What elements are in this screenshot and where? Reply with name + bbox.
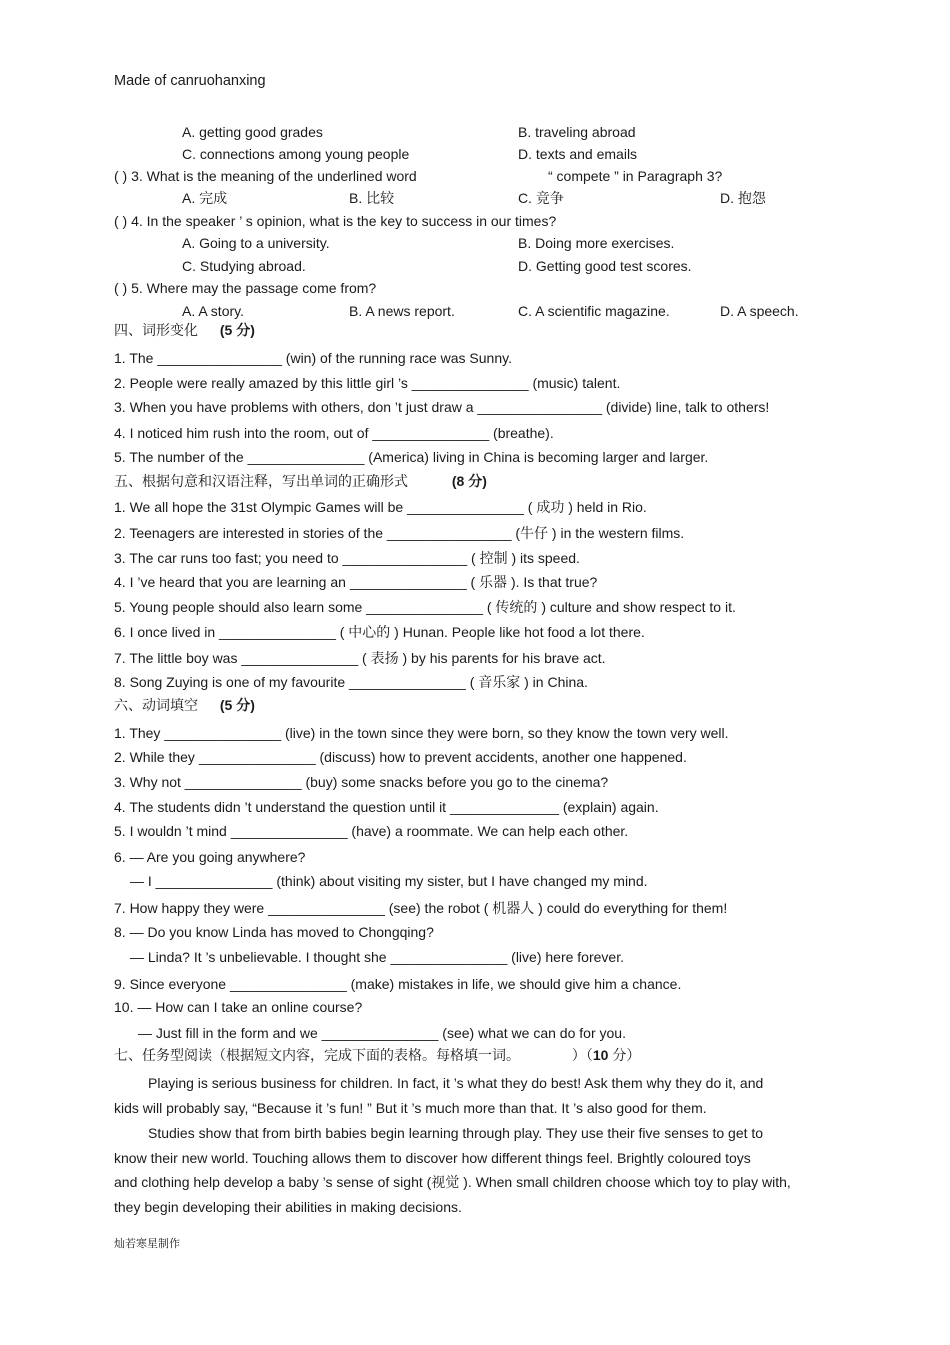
q3-underlined-word: “ compete ” in Paragraph 3? xyxy=(548,168,723,184)
page-header: Made of canruohanxing xyxy=(114,73,266,89)
section-6-score: (5 分) xyxy=(219,697,255,713)
section-5-heading: 五、根据句意和汉语注释，写出单词的正确形式 xyxy=(114,473,408,489)
q2-option-a: A. getting good grades xyxy=(182,124,323,140)
sec5-item-5: 5. Young people should also learn some _______________ ( 传统的 ) culture and show respect to it. xyxy=(114,599,736,615)
passage-p2-line4: they begin developing their abilities in making decisions. xyxy=(114,1199,462,1215)
section-7-score-close: 分） xyxy=(612,1047,641,1063)
sec6-item-1: 1. They _______________ (live) in the town since they were born, so they know the town very well. xyxy=(114,725,729,741)
page-footer: 灿若寒星制作 xyxy=(114,1238,180,1250)
sec6-item-8-reply: — Linda? It ’s unbelievable. I thought she _______________ (live) here forever. xyxy=(130,949,624,965)
q5-option-b: B. A news report. xyxy=(349,303,455,319)
sec4-item-3: 3. When you have problems with others, don ’t just draw a ________________ (divide) line, talk to others! xyxy=(114,399,770,415)
passage-p1-line2: kids will probably say, “Because it ’s fun! ” But it ’s much more than that. It ’s also good for them. xyxy=(114,1100,707,1116)
section-4-score: (5 分) xyxy=(219,322,255,338)
sec5-item-2: 2. Teenagers are interested in stories of the ________________ (牛仔 ) in the western films. xyxy=(114,525,685,541)
sec4-item-4: 4. I noticed him rush into the room, out of _______________ (breathe). xyxy=(114,425,554,441)
q4-question: ( ) 4. In the speaker ’ s opinion, what is the key to success in our times? xyxy=(114,213,557,229)
section-7-title xyxy=(114,1046,640,1064)
sec6-item-2: 2. While they _______________ (discuss) how to prevent accidents, another one happened. xyxy=(114,749,687,765)
section-7-heading: 七、任务型阅读（根据短文内容，完成下面的表格。每格填一词。 xyxy=(114,1047,520,1063)
sec6-item-5: 5. I wouldn ’t mind _______________ (have) a roommate. We can help each other. xyxy=(114,823,629,839)
q2-option-b: B. traveling abroad xyxy=(518,124,636,140)
section-4-heading: 四、词形变化 xyxy=(114,322,198,338)
q4-option-a: A. Going to a university. xyxy=(182,235,330,251)
q3-question: ( ) 3. What is the meaning of the underlined word xyxy=(114,168,417,184)
q4-option-c: C. Studying abroad. xyxy=(182,258,306,274)
sec6-item-8: 8. — Do you know Linda has moved to Chongqing? xyxy=(114,924,434,940)
section-6-title xyxy=(114,696,255,714)
sec6-item-7: 7. How happy they were _______________ (see) the robot ( 机器人 ) could do everything for them! xyxy=(114,900,728,916)
sec5-item-3: 3. The car runs too fast; you need to ________________ ( 控制 ) its speed. xyxy=(114,550,580,566)
q2-option-d: D. texts and emails xyxy=(518,146,638,162)
sec4-item-1: 1. The ________________ (win) of the running race was Sunny. xyxy=(114,350,512,366)
sec6-item-3: 3. Why not _______________ (buy) some snacks before you go to the cinema? xyxy=(114,774,609,790)
q2-option-c: C. connections among young people xyxy=(182,146,410,162)
sec5-item-4: 4. I ’ve heard that you are learning an _______________ ( 乐器 ). Is that true? xyxy=(114,574,598,590)
passage-p2-line3: and clothing help develop a baby ’s sense of sight (视觉 ). When small children choose which toy to play with, xyxy=(114,1174,791,1190)
section-4-title xyxy=(114,321,255,339)
q3-option-b: B. 比较 xyxy=(349,190,395,206)
q3-option-d: D. 抱怨 xyxy=(720,190,766,206)
q5-option-c: C. A scientific magazine. xyxy=(518,303,670,319)
q3-option-a: A. 完成 xyxy=(182,190,228,206)
section-5-score: (8 分) xyxy=(451,473,487,489)
sec4-item-2: 2. People were really amazed by this little girl ’s _______________ (music) talent. xyxy=(114,375,621,391)
q5-option-a: A. A story. xyxy=(182,303,244,319)
sec6-item-10-reply: — Just fill in the form and we _______________ (see) what we can do for you. xyxy=(138,1025,626,1041)
q4-option-d: D. Getting good test scores. xyxy=(518,258,692,274)
sec6-item-4: 4. The students didn ’t understand the question until it ______________ (explain) again. xyxy=(114,799,659,815)
q3-option-c: C. 竞争 xyxy=(518,190,564,206)
q4-option-b: B. Doing more exercises. xyxy=(518,235,675,251)
passage-p2-line2: know their new world. Touching allows them to discover how different things feel. Brightly coloured toys xyxy=(114,1150,751,1166)
sec5-item-1: 1. We all hope the 31st Olympic Games will be _______________ ( 成功 ) held in Rio. xyxy=(114,499,647,515)
sec6-item-6: 6. — Are you going anywhere? xyxy=(114,849,306,865)
q5-question: ( ) 5. Where may the passage come from? xyxy=(114,280,377,296)
q5-option-d: D. A speech. xyxy=(720,303,799,319)
sec5-item-7: 7. The little boy was _______________ ( 表扬 ) by his parents for his brave act. xyxy=(114,650,606,666)
section-7-score: 10 xyxy=(592,1047,609,1063)
passage-p1-line1: Playing is serious business for children. In fact, it ’s what they do best! Ask them why they do it, and xyxy=(148,1075,764,1091)
sec6-item-9: 9. Since everyone _______________ (make) mistakes in life, we should give him a chance. xyxy=(114,976,682,992)
passage-p2-line1: Studies show that from birth babies begin learning through play. They use their five senses to get to xyxy=(148,1125,764,1141)
section-5-title xyxy=(114,472,487,490)
sec5-item-8: 8. Song Zuying is one of my favourite _______________ ( 音乐家 ) in China. xyxy=(114,674,588,690)
sec5-item-6: 6. I once lived in _______________ ( 中心的 ) Hunan. People like hot food a lot there. xyxy=(114,624,645,640)
section-7-score-open: ）（ xyxy=(571,1047,593,1063)
section-6-heading: 六、动词填空 xyxy=(114,697,198,713)
sec4-item-5: 5. The number of the _______________ (America) living in China is becoming larger and larger. xyxy=(114,449,709,465)
sec6-item-10: 10. — How can I take an online course? xyxy=(114,999,363,1015)
sec6-item-6-reply: — I _______________ (think) about visiting my sister, but I have changed my mind. xyxy=(130,873,648,889)
